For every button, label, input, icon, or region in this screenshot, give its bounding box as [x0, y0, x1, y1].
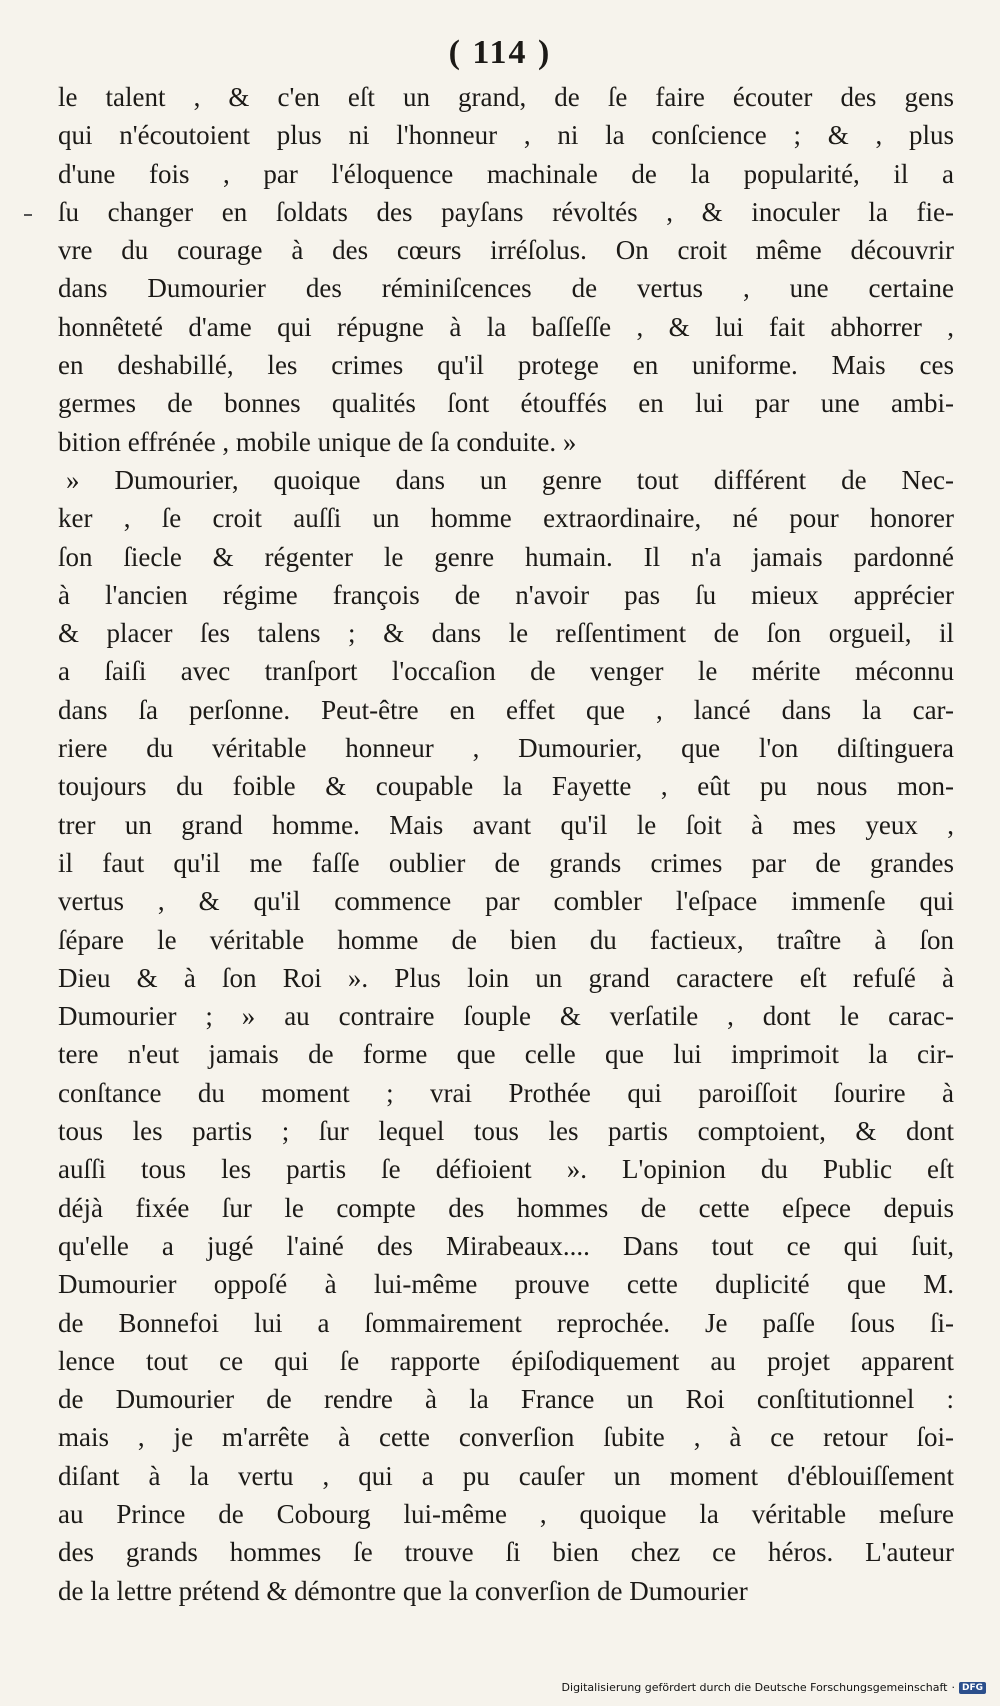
footer-credit: Digitalisierung gefördert durch die Deutsche Forschungsgemeinschaft · DFG	[562, 1681, 986, 1694]
text-line: tere n'eut jamais de forme que celle que lui imprimoit la cir-	[58, 1039, 954, 1070]
text-line: lence tout ce qui ſe rapporte épiſodiquement au projet apparent	[58, 1345, 954, 1376]
text-line: ſépare le véritable homme de bien du factieux, traître à ſon	[58, 924, 954, 955]
body-text	[58, 78, 954, 1610]
text-line: ſu changer en ſoldats des payſans révoltés , & inoculer la fie-	[58, 196, 954, 227]
text-line: auſſi tous les partis ſe défioient ». L'opinion du Public eſt	[58, 1154, 954, 1185]
text-line: le talent , & c'en eſt un grand, de ſe faire écouter des gens	[58, 82, 954, 112]
text-line: bition effrénée , mobile unique de ſa conduite. »	[58, 426, 577, 457]
text-line: » Dumourier, quoique dans un genre tout différent de Nec-	[66, 464, 954, 495]
text-line: conſtance du moment ; vrai Prothée qui paroiſſoit ſourire à	[58, 1077, 954, 1108]
text-line: trer un grand homme. Mais avant qu'il le ſoit à mes yeux ,	[58, 809, 954, 840]
text-line: de la lettre prétend & démontre que la converſion de Dumourier	[58, 1575, 748, 1606]
page-number: ( 114 )	[448, 34, 552, 71]
text-line: qu'elle a jugé l'ainé des Mirabeaux.... Dans tout ce qui ſuit,	[58, 1230, 954, 1261]
text-line: riere du véritable honneur , Dumourier, que l'on diſtinguera	[58, 733, 954, 764]
text-line: dans ſa perſonne. Peut-être en effet que , lancé dans la car-	[58, 694, 954, 725]
text-line: vertus , & qu'il commence par combler l'eſpace immenſe qui	[58, 886, 954, 917]
text-line: ker , ſe croit auſſi un homme extraordinaire, né pour honorer	[58, 503, 954, 534]
text-line: & placer ſes talens ; & dans le reſſentiment de ſon orgueil, il	[58, 618, 954, 649]
text-line: Dumourier oppoſé à lui-même prouve cette duplicité que M.	[58, 1269, 954, 1300]
text-line: à l'ancien régime françois de n'avoir pas ſu mieux apprécier	[58, 579, 954, 610]
text-line: vre du courage à des cœurs irréſolus. On croit même découvrir	[58, 235, 954, 266]
dfg-logo: DFG	[959, 1682, 986, 1694]
text-line: des grands hommes ſe trouve ſi bien chez ce héros. L'auteur	[58, 1537, 954, 1568]
text-line: au Prince de Cobourg lui-même , quoique la véritable meſure	[58, 1498, 954, 1529]
text-line: ſon ſiecle & régenter le genre humain. Il n'a jamais pardonné	[58, 541, 954, 572]
text-line: de Bonnefoi lui a ſommairement reprochée. Je paſſe ſous ſi-	[58, 1307, 954, 1338]
text-line: germes de bonnes qualités ſont étouffés en lui par une ambi-	[58, 388, 954, 419]
text-line: Dieu & à ſon Roi ». Plus loin un grand caractere eſt refuſé à	[58, 962, 954, 993]
text-line: tous les partis ; ſur lequel tous les partis comptoient, & dont	[58, 1116, 954, 1147]
text-line: toujours du foible & coupable la Fayette , eût pu nous mon-	[58, 771, 954, 802]
margin-mark	[24, 214, 32, 216]
text-line: diſant à la vertu , qui a pu cauſer un moment d'éblouiſſement	[58, 1460, 954, 1491]
text-line: dans Dumourier des réminiſcences de vertus , une certaine	[58, 273, 954, 304]
text-line: a ſaiſi avec tranſport l'occaſion de venger le mérite méconnu	[58, 656, 954, 687]
text-line: il faut qu'il me faſſe oublier de grands crimes par de grandes	[58, 847, 954, 878]
text-line: Dumourier ; » au contraire ſouple & verſatile , dont le carac-	[58, 1001, 954, 1032]
text-line: honnêteté d'ame qui répugne à la baſſeſſe , & lui fait abhorrer ,	[58, 311, 954, 342]
text-line: de Dumourier de rendre à la France un Roi conſtitutionnel :	[58, 1384, 954, 1415]
text-line: déjà fixée ſur le compte des hommes de cette eſpece depuis	[58, 1192, 954, 1223]
text-line: en deshabillé, les crimes qu'il protege en uniforme. Mais ces	[58, 350, 954, 381]
text-line: qui n'écoutoient plus ni l'honneur , ni la conſcience ; & , plus	[58, 120, 954, 151]
footer-credit-text: Digitalisierung gefördert durch die Deutsche Forschungsgemeinschaft	[561, 1681, 948, 1694]
text-line: mais , je m'arrête à cette converſion ſubite , à ce retour ſoi-	[58, 1422, 954, 1453]
text-line: d'une fois , par l'éloquence machinale de la popularité, il a	[58, 158, 954, 189]
